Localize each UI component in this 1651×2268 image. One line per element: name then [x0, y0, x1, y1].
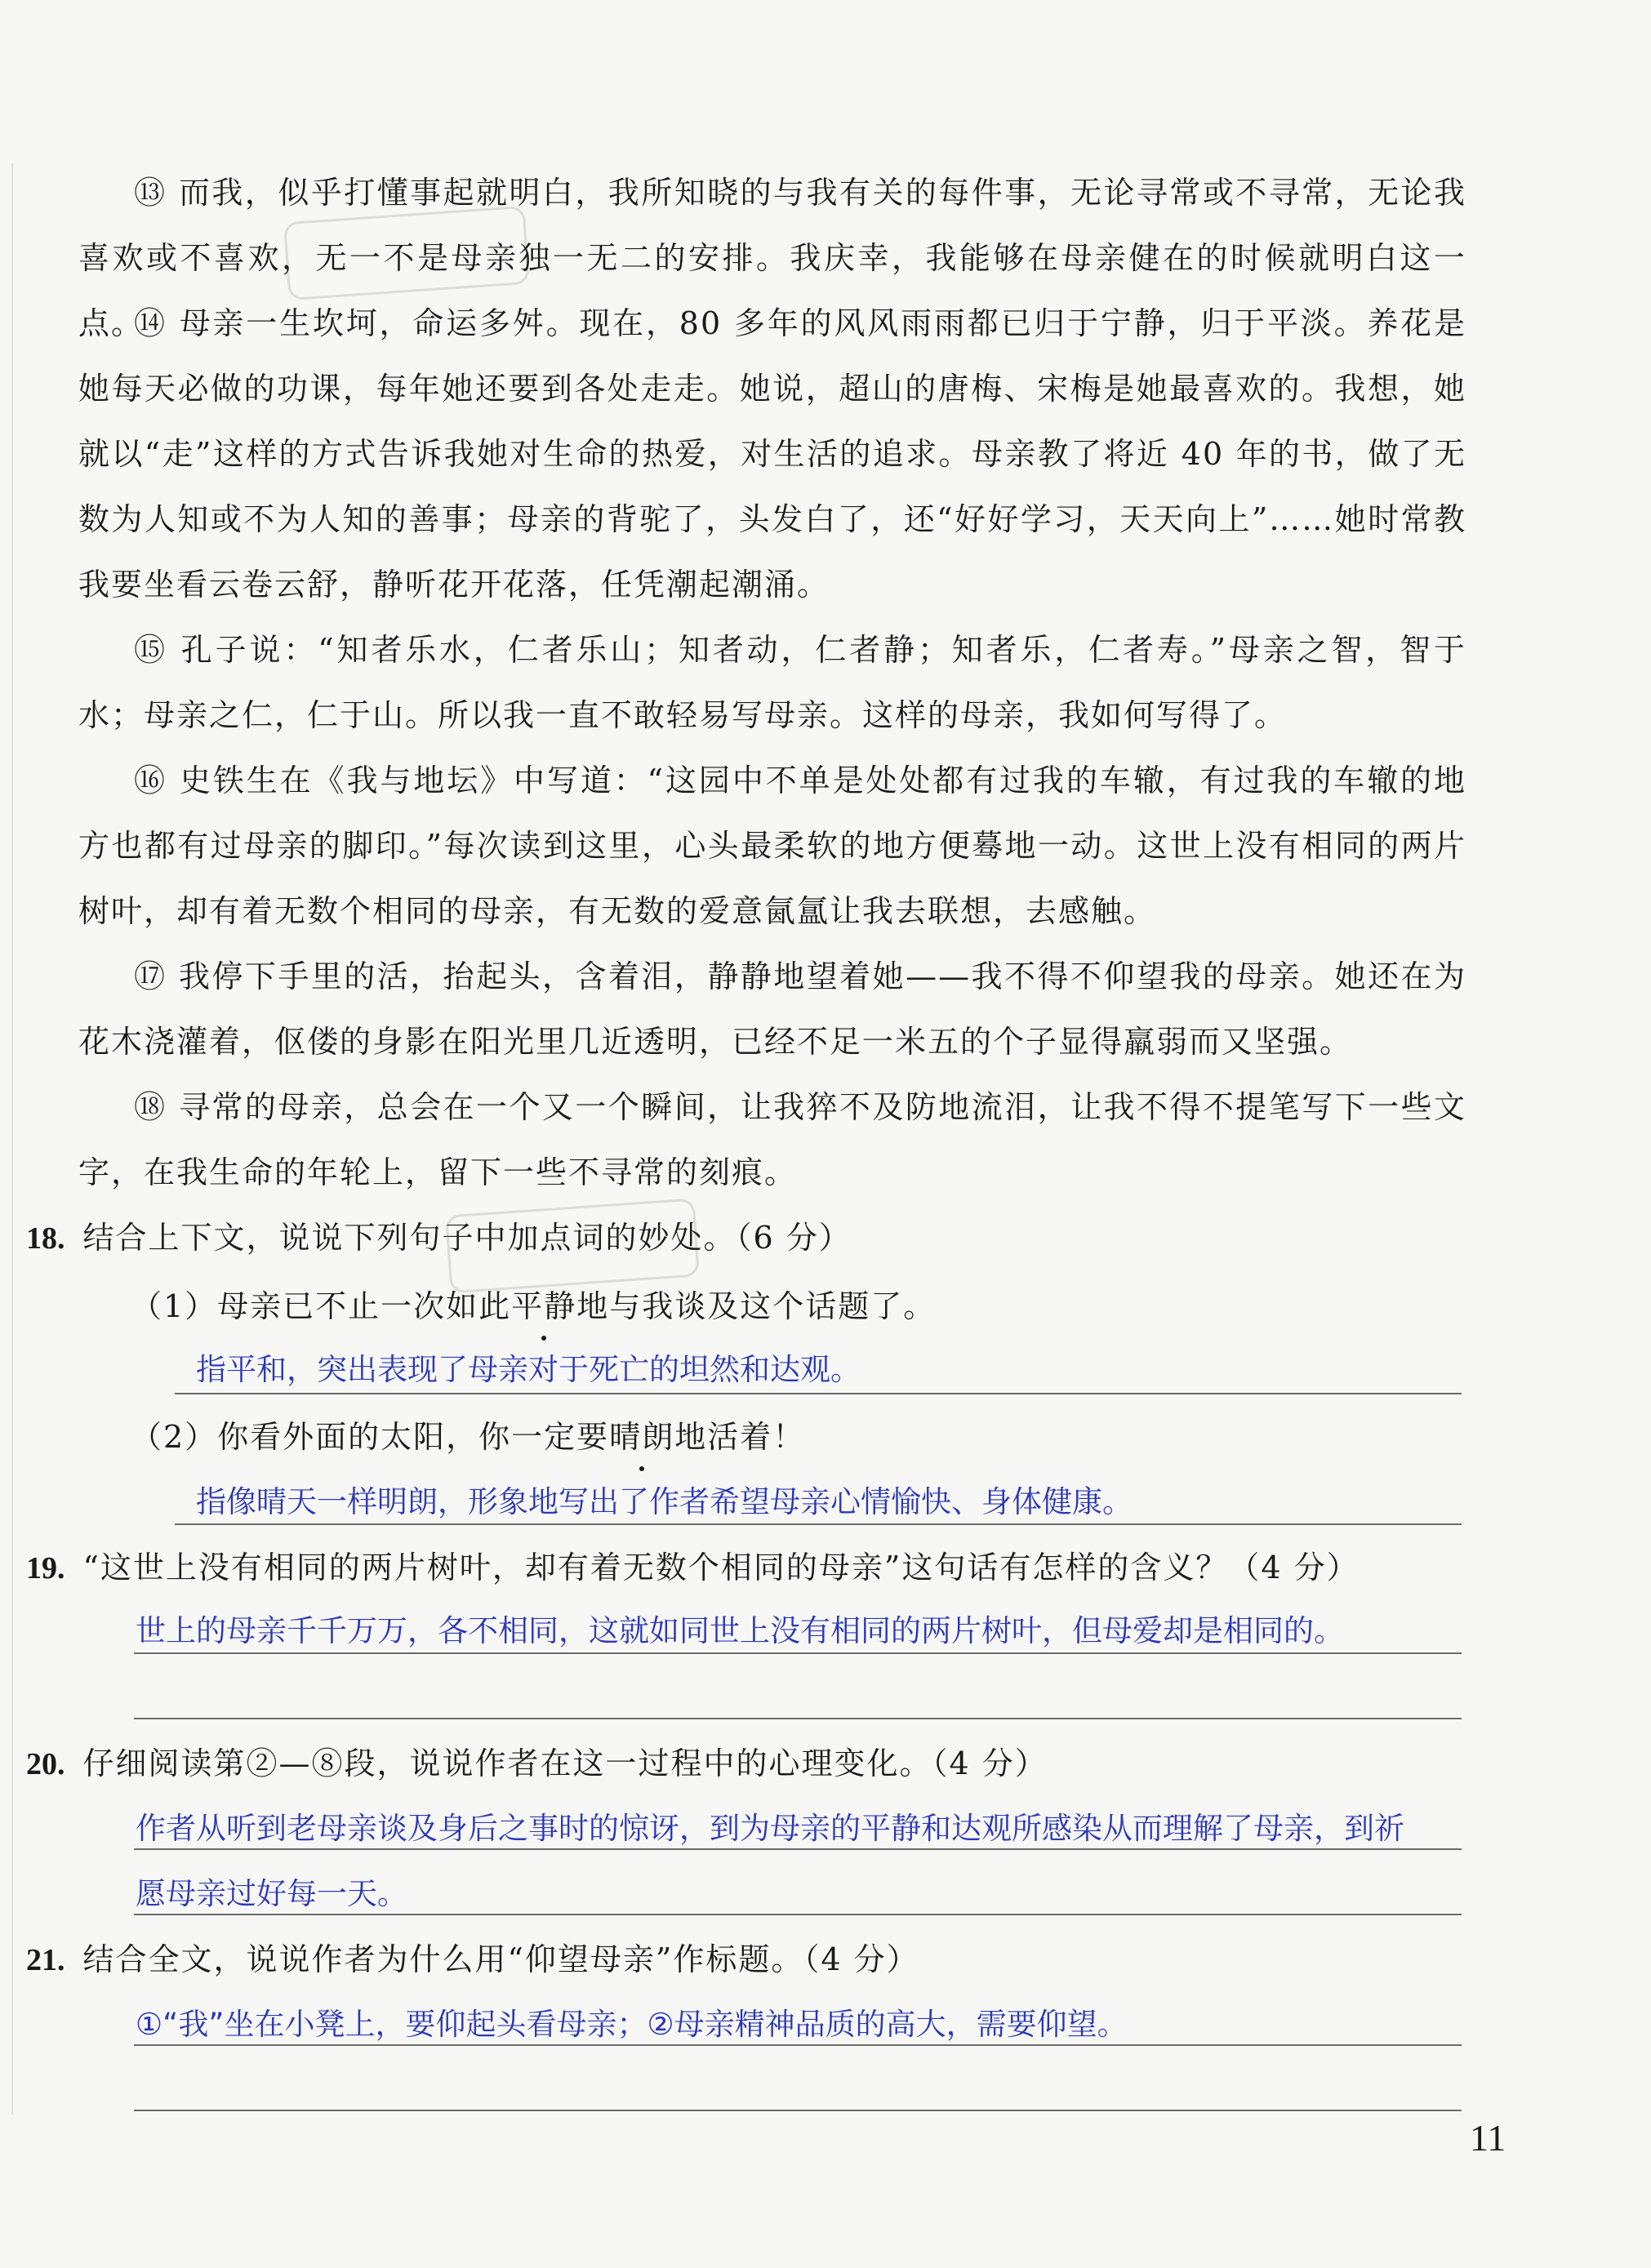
answer-line: [134, 1914, 1462, 1915]
paragraph-15: ⑮ 孔子说：“知者乐水，仁者乐山；知者动，仁者静；知者乐，仁者寿。”母亲之智，智于水；母亲之仁，仁于山。所以我一直不敢轻易写母亲。这样的母亲，我如何写得了。: [78, 632, 1466, 733]
question-18-sub-2: [131, 1412, 1519, 1461]
answer-line: [134, 2044, 1462, 2046]
question-text: 结合上下文，说说下列句子中加点词的妙处。（6 分）: [82, 1220, 852, 1256]
binding-margin-line: [11, 163, 13, 2115]
paragraph-16: ⑯ 史铁生在《我与地坛》中写道：“这园中不单是处处都有过我的车辙，有过我的车辙的地方也都有过母亲的脚印。”每次读到这里，心头最柔软的地方便蓦地一动。这世上没有相同的两片树叶，却有着无数个相同的母亲，有无数的爱意氤氲让我去联想，去感触。: [78, 763, 1466, 929]
sub-question-text: 地与我谈及这个话题了。: [576, 1288, 937, 1324]
answer-line: [175, 1523, 1462, 1525]
answer-line: [134, 2110, 1462, 2111]
paragraph-17: ⑰ 我停下手里的活，抬起头，含着泪，静静地望着她——我不得不仰望我的母亲。她还在为花木浇灌着，伛偻的身影在阳光里几近透明，已经不足一米五的个子显得羸弱而又坚强。: [78, 958, 1466, 1060]
question-20: [26, 1739, 1496, 1789]
paragraph-14: ⑭ 母亲一生坎坷，命运多舛。现在，80 多年的风风雨雨都已归于宁静，归于平淡。养花是她每天必做的功课，每年她还要到各处走走。她说，超山的唐梅、宋梅是她最喜欢的。我想，她就以“走”这样的方式告诉我她对生命的热爱，对生活的追求。母亲教了将近 40 年的书，做了无数为人知或不为人知的善事；母亲的背驼了，头发白了，还“好好学习，天天向上”……她时常教我要坐看云卷云舒，静听花开花落，任凭潮起潮涌。: [78, 305, 1466, 603]
answer-18-1: 指平和，突出表现了母亲对于死亡的坦然和达观。: [196, 1352, 861, 1387]
sub-question-text: 地活着！: [674, 1419, 806, 1455]
answer-18-2: 指像晴天一样明朗，形象地写出了作者希望母亲心情愉快、身体健康。: [196, 1484, 1133, 1519]
question-text: “这世上没有相同的两片树叶，却有着无数个相同的母亲”这句话有怎样的含义？（4 分）: [82, 1550, 1360, 1585]
answer-line: [175, 1393, 1462, 1394]
emphasis-dotted-word: 晴朗: [609, 1412, 674, 1461]
answer-20-line-2: 愿母亲过好每一天。: [136, 1876, 407, 1911]
paragraph-13: ⑬ 而我，似乎打懂事起就明白，我所知晓的与我有关的每件事，无论寻常或不寻常，无论我喜欢或不喜欢，无一不是母亲独一无二的安排。我庆幸，我能够在母亲健在的时候就明白这一点。: [78, 175, 1466, 341]
question-text: 仔细阅读第②—⑧段，说说作者在这一过程中的心理变化。（4 分）: [82, 1745, 1048, 1781]
question-text: 结合全文，说说作者为什么用“仰望母亲”作标题。（4 分）: [82, 1941, 919, 1977]
emphasis-dotted-word: 平静: [511, 1282, 576, 1331]
answer-21: ①“我”坐在小凳上，要仰起头看母亲；②母亲精神品质的高大，需要仰望。: [136, 2007, 1128, 2042]
question-21: [26, 1935, 1496, 1985]
question-19: [26, 1543, 1496, 1593]
sub-question-text: （2）你看外面的太阳，你一定要: [131, 1419, 610, 1455]
answer-19: 世上的母亲千千万万，各不相同，这就如同世上没有相同的两片树叶，但母爱却是相同的。: [136, 1613, 1344, 1648]
answer-line: [134, 1652, 1462, 1654]
question-number: 21.: [26, 1943, 65, 1977]
answer-line: [134, 1848, 1462, 1850]
question-18-sub-1: [131, 1282, 1519, 1331]
answer-20-line-1: 作者从听到老母亲谈及身后之事时的惊讶，到为母亲的平静和达观所感染从而理解了母亲，到祈: [136, 1811, 1404, 1846]
question-number: 18.: [26, 1221, 65, 1256]
question-number: 19.: [26, 1551, 65, 1585]
page-number: 11: [1470, 2117, 1506, 2159]
question-18: [26, 1213, 1496, 1263]
paragraph-18: ⑱ 寻常的母亲，总会在一个又一个瞬间，让我猝不及防地流泪，让我不得不提笔写下一些文字，在我生命的年轮上，留下一些不寻常的刻痕。: [78, 1089, 1466, 1190]
answer-line: [134, 1718, 1462, 1719]
question-number: 20.: [26, 1747, 65, 1781]
sub-question-text: （1）母亲已不止一次如此: [131, 1288, 512, 1324]
